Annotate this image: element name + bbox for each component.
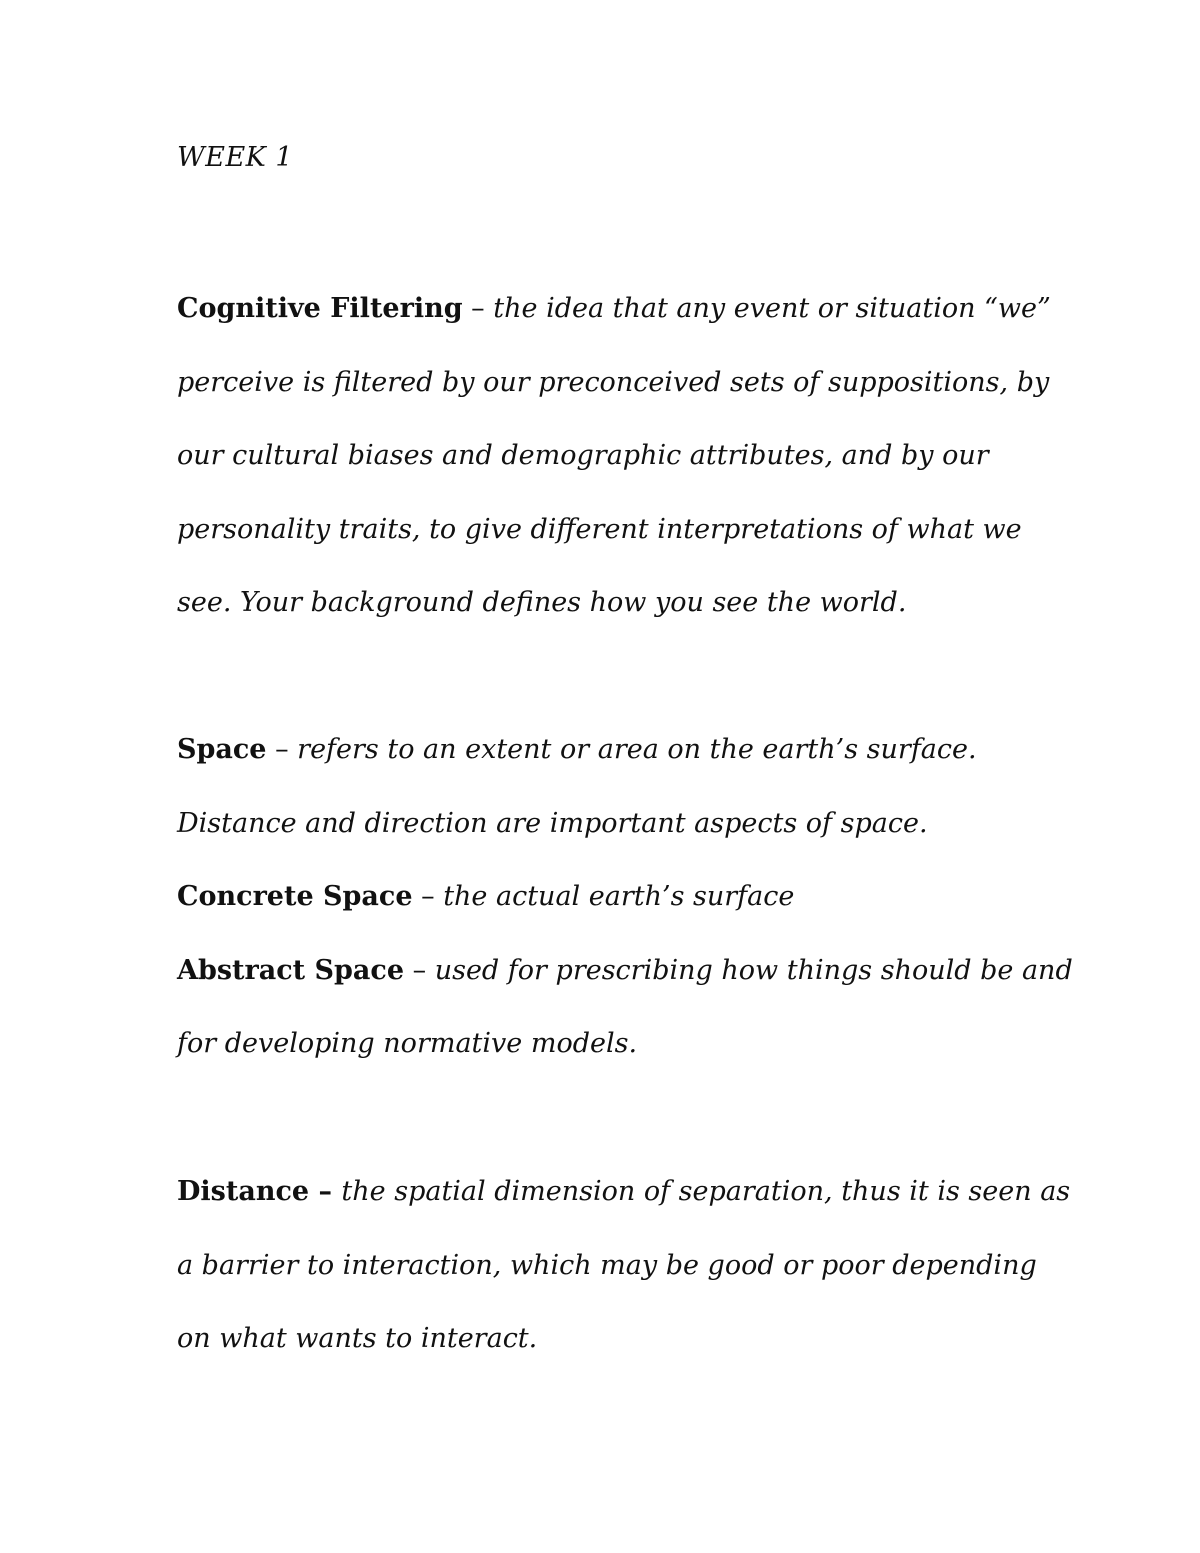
definition-text: the idea that any event or situation “we”	[493, 293, 1051, 324]
definition-text: used for prescribing how things should be and	[434, 954, 1073, 986]
definition-text: the actual earth’s surface	[443, 881, 795, 912]
definition-separator: –	[309, 1176, 342, 1207]
definition-term: Abstract Space	[177, 954, 405, 986]
definition-line	[177, 733, 1037, 807]
definition-text: the spatial dimension of separation, thus it is seen as	[341, 1176, 1071, 1207]
definition-line	[177, 1175, 1071, 1249]
definition-line: on what wants to interact.	[177, 1323, 538, 1354]
definition-line: perceive is filtered by our preconceived sets of suppositions, by	[177, 366, 1050, 398]
definition-term: Concrete Space	[177, 881, 413, 912]
definition-term: Distance	[177, 1176, 310, 1207]
definition-line: for developing normative models.	[177, 1028, 638, 1059]
definition-line: Distance and direction are important aspects of space.	[177, 807, 928, 839]
definition-line: our cultural biases and demographic attributes, and by our	[177, 440, 989, 471]
definition-separator: –	[404, 954, 435, 986]
definition-line: see. Your background defines how you see the world.	[177, 587, 907, 618]
definition-group-space	[177, 733, 1073, 1101]
definition-separator: –	[462, 293, 494, 324]
definition-line: personality traits, to give different interpretations of what we	[177, 513, 1022, 545]
definition-line: a barrier to interaction, which may be good or poor depending	[177, 1249, 1037, 1281]
definition-line	[177, 292, 1051, 366]
definition-distance	[177, 1175, 1071, 1396]
definition-line	[177, 880, 1037, 954]
definition-term: Space	[177, 734, 267, 765]
definition-term: Cognitive Filtering	[177, 293, 463, 324]
definition-cognitive-filtering	[177, 292, 1051, 660]
definition-text: refers to an extent or area on the earth’s surface.	[297, 734, 977, 765]
page-heading: WEEK 1	[177, 142, 294, 173]
definition-line	[177, 954, 1073, 1028]
definition-separator: –	[266, 734, 298, 765]
definition-separator: –	[412, 881, 444, 912]
